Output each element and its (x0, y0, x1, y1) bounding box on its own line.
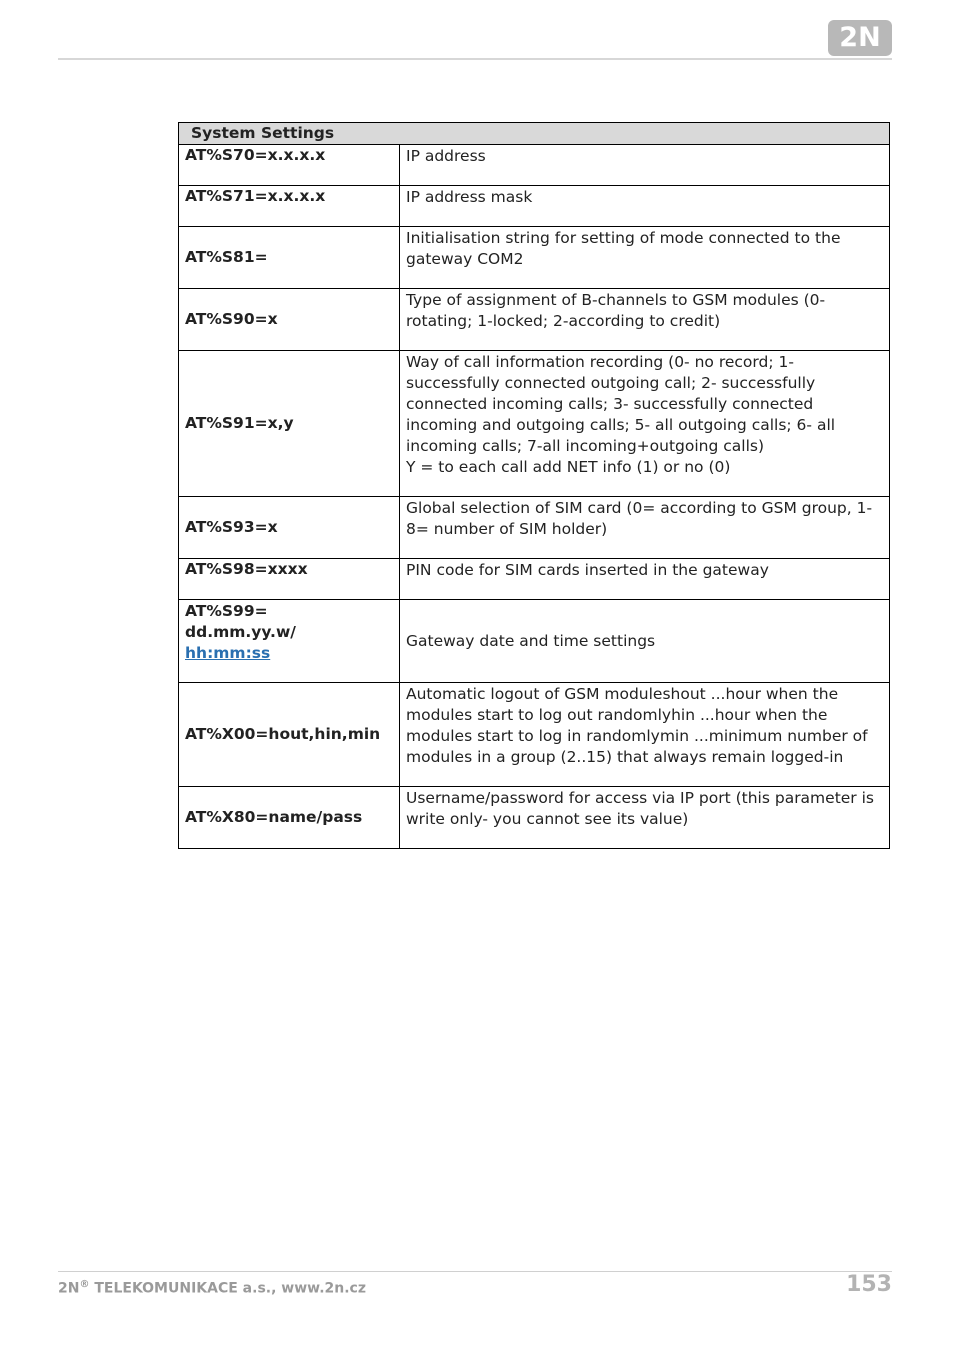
footer-divider (58, 1271, 892, 1272)
table-row (179, 186, 890, 227)
footer-brand: 2N (58, 1280, 80, 1297)
table-row (179, 600, 890, 683)
table-row (179, 683, 890, 787)
description-cell: IP address (400, 145, 890, 186)
description-text: Way of call information recording (0- no record; 1- successfully connected outgoing call; 2- successfully connected incoming calls; 3- successfully connected incoming and outgoing calls; 5- all outgoing calls; 6- all incoming calls; 7-all incoming+outgoing calls) (406, 353, 836, 455)
description-cell: Type of assignment of B-channels to GSM modules (0-rotating; 1-locked; 2-according to credit) (400, 289, 890, 351)
command-cell: AT%S98=xxxx (179, 559, 400, 600)
description-cell: IP address mask (400, 186, 890, 227)
command-line: AT%S99= (185, 602, 268, 620)
description-cell: Username/password for access via IP port (this parameter is write only- you cannot see its value) (400, 787, 890, 849)
table-title: System Settings (179, 123, 890, 145)
command-cell: AT%S81= (179, 227, 400, 289)
table-row (179, 145, 890, 186)
command-cell: AT%X00=hout,hin,min (179, 683, 400, 787)
table-row (179, 559, 890, 600)
command-cell: AT%S71=x.x.x.x (179, 186, 400, 227)
footer-company (58, 1279, 366, 1297)
description-cell: Automatic logout of GSM moduleshout ...hour when the modules start to log out randomlyhin ...hour when the modules start to log in randomlymin ...minimum number of modules in a group (2..15) that always remain logged-in (400, 683, 890, 787)
brand-logo: 2N (828, 20, 892, 56)
time-format-link[interactable]: hh:mm:ss (185, 644, 271, 662)
command-cell (179, 600, 400, 683)
table-row (179, 289, 890, 351)
description-cell: Initialisation string for setting of mode connected to the gateway COM2 (400, 227, 890, 289)
description-cell: PIN code for SIM cards inserted in the gateway (400, 559, 890, 600)
description-cell: Gateway date and time settings (400, 600, 890, 683)
header-divider (58, 58, 892, 60)
table-row (179, 351, 890, 497)
command-cell: AT%S93=x (179, 497, 400, 559)
system-settings-table (178, 122, 890, 849)
description-note: Y = to each call add NET info (1) or no (0) (406, 458, 731, 476)
page-number: 153 (846, 1272, 892, 1297)
description-cell: Global selection of SIM card (0= according to GSM group, 1-8= number of SIM holder) (400, 497, 890, 559)
table-header-row (179, 123, 890, 145)
registered-mark: ® (79, 1279, 90, 1290)
table-row (179, 787, 890, 849)
description-cell (400, 351, 890, 497)
footer-company-text: TELEKOMUNIKACE a.s., www.2n.cz (89, 1280, 366, 1297)
command-cell: AT%S91=x,y (179, 351, 400, 497)
table-row (179, 497, 890, 559)
command-cell: AT%S90=x (179, 289, 400, 351)
command-cell: AT%X80=name/pass (179, 787, 400, 849)
command-line: dd.mm.yy.w/ (185, 623, 296, 641)
command-cell: AT%S70=x.x.x.x (179, 145, 400, 186)
table-row (179, 227, 890, 289)
